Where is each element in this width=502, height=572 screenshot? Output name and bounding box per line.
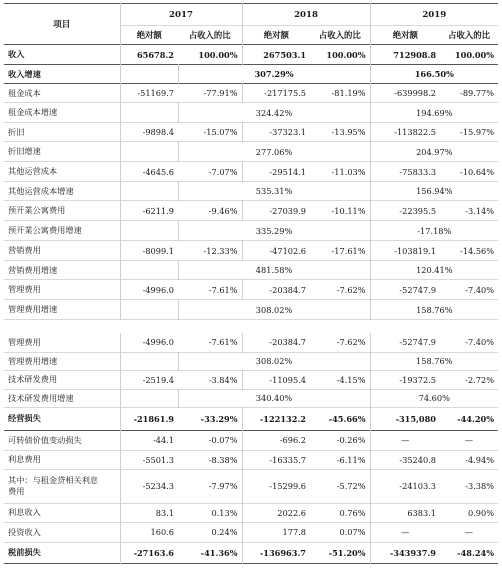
value-pct-2018: -11.03% xyxy=(310,162,370,182)
value-pct-2018: -17.61% xyxy=(310,241,370,261)
growth-value-2019: 120.41% xyxy=(416,265,453,275)
abs-header-2017: 绝对额 xyxy=(136,30,162,40)
value-pct-2017: -77.91% xyxy=(178,84,242,103)
value-pct-2019: -15.97% xyxy=(460,127,495,137)
value-abs-2019: -343937.9 xyxy=(389,547,436,558)
value-abs-2019: -315,080 xyxy=(395,413,436,424)
table-row xyxy=(4,201,498,221)
value-pct-2019: -3.14% xyxy=(465,205,495,216)
value-pct-2018: -5.72% xyxy=(310,469,370,503)
value-abs-2019: — xyxy=(401,435,410,445)
value-pct-2019: -4.94% xyxy=(465,454,494,465)
row-label: 投资收入 xyxy=(4,522,120,542)
table-row xyxy=(4,469,498,503)
value-abs-2017: -27163.6 xyxy=(133,547,174,558)
value-abs-2018: -20384.7 xyxy=(269,284,307,295)
value-pct-2017: -12.33% xyxy=(178,241,242,261)
value-pct-2017: -41.36% xyxy=(178,542,242,563)
pct-header-2019: 占收入的比 xyxy=(448,30,490,40)
value-pct-2019: -10.64% xyxy=(460,166,495,177)
table-row xyxy=(4,84,498,103)
row-label: 其他运营成本 xyxy=(4,162,120,182)
value-abs-2018: -16335.7 xyxy=(269,454,306,465)
year-header-2018: 2018 xyxy=(242,4,370,26)
value-pct-2017: -8.38% xyxy=(178,450,242,469)
value-abs-2018: -136963.7 xyxy=(259,547,306,558)
value-abs-2017: -5234.3 xyxy=(142,481,174,491)
value-abs-2019: — xyxy=(401,527,410,537)
year-header-2017: 2017 xyxy=(120,4,242,26)
value-abs-2017: -2519.4 xyxy=(142,374,174,385)
item-column-header: 项目 xyxy=(4,4,120,45)
row-label: 其他运营成本增速 xyxy=(4,182,120,201)
value-pct-2019: -7.40% xyxy=(465,284,495,295)
value-pct-2018: -7.62% xyxy=(310,333,370,352)
value-pct-2017: -9.46% xyxy=(178,201,242,221)
value-pct-2017: -15.07% xyxy=(178,123,242,142)
value-pct-2017: -0.07% xyxy=(178,430,242,450)
row-label: 营销费用增速 xyxy=(4,261,120,280)
income-table-bottom-body xyxy=(4,333,498,563)
growth-value-2019: 166.50% xyxy=(414,69,454,79)
growth-value-2018: 308.02% xyxy=(178,300,370,320)
value-pct-2019: — xyxy=(464,527,474,537)
row-label: 管理费用 xyxy=(4,280,120,300)
row-label: 管理费用 xyxy=(4,333,120,352)
growth-value-2018: 277.06% xyxy=(178,142,370,162)
row-label: 收入 xyxy=(4,45,120,65)
row-label: 预开業公寓费用 xyxy=(4,201,120,221)
value-abs-2017: 83.1 xyxy=(155,507,174,518)
income-table-top xyxy=(4,3,498,320)
value-pct-2018: 100.00% xyxy=(310,45,370,65)
growth-value-2018: 324.42% xyxy=(178,103,370,123)
value-abs-2018: -217175.5 xyxy=(264,88,307,98)
value-abs-2017: -6211.9 xyxy=(142,205,174,216)
table-row xyxy=(4,522,498,542)
row-label: 税前损失 xyxy=(4,542,120,563)
pct-header-2017: 占收入的比 xyxy=(178,26,242,45)
value-pct-2019: 100.00% xyxy=(454,49,495,60)
row-label: 管理费用增速 xyxy=(4,352,120,370)
value-abs-2019: -24103.3 xyxy=(399,481,436,491)
value-pct-2019: -7.40% xyxy=(465,337,494,348)
value-abs-2019: -52747.9 xyxy=(399,284,437,295)
row-label: 折旧增速 xyxy=(4,142,120,162)
value-abs-2019: -113822.5 xyxy=(394,127,437,137)
value-abs-2018: 2022.6 xyxy=(277,507,306,518)
value-abs-2018: -20384.7 xyxy=(269,337,306,348)
value-abs-2018: -696.2 xyxy=(279,435,306,445)
growth-value-2019: 194.69% xyxy=(416,107,453,118)
growth-row xyxy=(4,352,498,370)
value-pct-2017: -33.29% xyxy=(178,407,242,430)
growth-value-2019: 158.76% xyxy=(416,356,453,366)
value-abs-2019: -75833.3 xyxy=(399,166,437,177)
row-label-line: 费用 xyxy=(8,486,25,496)
value-pct-2018: -7.62% xyxy=(310,280,370,300)
growth-cell-2017 xyxy=(120,182,178,201)
value-pct-2018: 0.07% xyxy=(310,522,370,542)
value-abs-2018: -27039.9 xyxy=(269,205,307,216)
row-label: 利息费用 xyxy=(4,450,120,469)
growth-value-2018: 481.58% xyxy=(178,261,370,280)
value-pct-2018: -4.15% xyxy=(310,370,370,389)
value-abs-2019: -639998.2 xyxy=(394,88,437,98)
value-pct-2019: -3.38% xyxy=(465,481,494,491)
growth-cell-2017 xyxy=(120,261,178,280)
table-row xyxy=(4,450,498,469)
growth-value-2019: 204.97% xyxy=(416,146,453,157)
row-label: 租金成本增速 xyxy=(4,103,120,123)
row-label: 技术研发费用 xyxy=(4,370,120,389)
value-pct-2019: -2.72% xyxy=(465,374,494,385)
value-abs-2019: -103819.1 xyxy=(394,245,437,256)
value-abs-2019: 6383.1 xyxy=(407,507,436,518)
growth-value-2019: 74.60% xyxy=(418,393,450,403)
row-label xyxy=(4,469,120,503)
growth-value-2018: 308.02% xyxy=(178,352,370,370)
table-row xyxy=(4,503,498,522)
value-abs-2019: 712908.8 xyxy=(393,49,437,60)
value-pct-2018: -6.11% xyxy=(310,450,370,469)
value-abs-2017: -4996.0 xyxy=(142,284,174,295)
value-abs-2019: -35240.8 xyxy=(399,454,436,465)
growth-value-2019: 156.94% xyxy=(416,186,453,196)
growth-row xyxy=(4,65,498,84)
row-label: 折旧 xyxy=(4,123,120,142)
growth-value-2019: -17.18% xyxy=(417,225,452,236)
growth-row xyxy=(4,182,498,201)
value-pct-2017: -7.61% xyxy=(178,333,242,352)
value-pct-2018: -0.26% xyxy=(310,430,370,450)
growth-cell-2017 xyxy=(120,389,178,407)
row-label-line: 其中：与租金贷相关利息 xyxy=(8,475,99,485)
growth-row xyxy=(4,389,498,407)
value-abs-2017: -51169.7 xyxy=(137,88,174,98)
value-pct-2017: -3.84% xyxy=(178,370,242,389)
value-pct-2019: -48.24% xyxy=(457,547,494,558)
value-abs-2017: -8099.1 xyxy=(142,245,174,256)
value-pct-2018: -13.95% xyxy=(310,123,370,142)
growth-cell-2017 xyxy=(120,142,178,162)
value-abs-2017: -4645.6 xyxy=(142,166,174,177)
value-pct-2017: 100.00% xyxy=(178,45,242,65)
growth-value-2018: 535.31% xyxy=(178,182,370,201)
table-row xyxy=(4,430,498,450)
growth-value-2018: 335.29% xyxy=(178,221,370,241)
value-pct-2017: -7.97% xyxy=(178,469,242,503)
value-pct-2017: -7.07% xyxy=(178,162,242,182)
value-abs-2019: -52747.9 xyxy=(399,337,436,348)
row-label: 预开業公寓费用增速 xyxy=(4,221,120,241)
value-abs-2018: -29514.1 xyxy=(269,166,307,177)
growth-cell-2017 xyxy=(120,103,178,123)
row-label: 利息收入 xyxy=(4,503,120,522)
value-pct-2018: -10.11% xyxy=(310,201,370,221)
abs-header-2019: 绝对额 xyxy=(392,30,418,40)
value-pct-2019: 0.90% xyxy=(467,507,494,518)
growth-row xyxy=(4,221,498,241)
growth-row xyxy=(4,142,498,162)
pct-header-2018: 占收入的比 xyxy=(310,26,370,45)
income-table-bottom xyxy=(4,333,498,564)
growth-cell-2017 xyxy=(120,352,178,370)
value-abs-2018: 177.8 xyxy=(282,527,306,537)
growth-row xyxy=(4,300,498,320)
row-label: 经营损失 xyxy=(4,407,120,430)
value-abs-2017: -4996.0 xyxy=(142,337,174,348)
growth-cell-2017 xyxy=(120,300,178,320)
value-abs-2017: 160.6 xyxy=(150,527,174,537)
table-row xyxy=(4,542,498,563)
table-row xyxy=(4,280,498,300)
abs-header-2018: 绝对额 xyxy=(263,30,289,40)
value-pct-2018: -81.19% xyxy=(310,84,370,103)
value-abs-2019: -19372.5 xyxy=(399,374,436,385)
value-pct-2019: -14.56% xyxy=(460,245,495,256)
growth-cell-2017 xyxy=(120,221,178,241)
header-row-years xyxy=(4,4,498,26)
value-pct-2019: -89.77% xyxy=(460,88,495,98)
value-abs-2018: -37323.1 xyxy=(269,127,307,137)
growth-value-2019: 158.76% xyxy=(416,304,453,315)
value-abs-2017: 65678.2 xyxy=(136,49,174,60)
growth-row xyxy=(4,103,498,123)
value-pct-2017: 0.24% xyxy=(178,522,242,542)
year-header-2019: 2019 xyxy=(422,9,447,20)
table-row xyxy=(4,333,498,352)
value-abs-2017: -5501.3 xyxy=(142,454,174,465)
table-row xyxy=(4,123,498,142)
growth-row xyxy=(4,261,498,280)
value-abs-2017: -44.1 xyxy=(153,435,174,445)
value-abs-2017: -9898.4 xyxy=(142,127,174,137)
row-label: 营销费用 xyxy=(4,241,120,261)
value-abs-2018: -47102.6 xyxy=(269,245,307,256)
value-abs-2019: -22395.5 xyxy=(399,205,437,216)
value-pct-2018: -51.20% xyxy=(310,542,370,563)
row-label: 管理费用增速 xyxy=(4,300,120,320)
value-abs-2018: 267503.1 xyxy=(263,49,307,60)
value-pct-2017: -7.61% xyxy=(178,280,242,300)
value-pct-2018: -45.66% xyxy=(310,407,370,430)
growth-value-2018: 307.29% xyxy=(178,65,370,84)
value-abs-2018: -15299.6 xyxy=(269,481,306,491)
table-row xyxy=(4,241,498,261)
value-pct-2018: 0.76% xyxy=(310,503,370,522)
table-row xyxy=(4,407,498,430)
value-pct-2017: 0.13% xyxy=(178,503,242,522)
value-abs-2018: -122132.2 xyxy=(259,413,306,424)
value-pct-2019: — xyxy=(464,435,474,445)
table-row xyxy=(4,45,498,65)
table-row xyxy=(4,370,498,389)
table-row xyxy=(4,162,498,182)
growth-value-2018: 340.40% xyxy=(178,389,370,407)
row-label: 技术研发费用增速 xyxy=(4,389,120,407)
value-pct-2019: -44.20% xyxy=(457,413,494,424)
row-label: 可转债价值变动损失 xyxy=(4,430,120,450)
value-abs-2017: -21861.9 xyxy=(133,413,174,424)
value-abs-2018: -11095.4 xyxy=(269,374,306,385)
row-label: 收入增速 xyxy=(4,65,120,84)
income-table-top-body xyxy=(4,45,498,320)
row-label: 租金成本 xyxy=(4,84,120,103)
growth-cell-2017 xyxy=(120,65,178,84)
